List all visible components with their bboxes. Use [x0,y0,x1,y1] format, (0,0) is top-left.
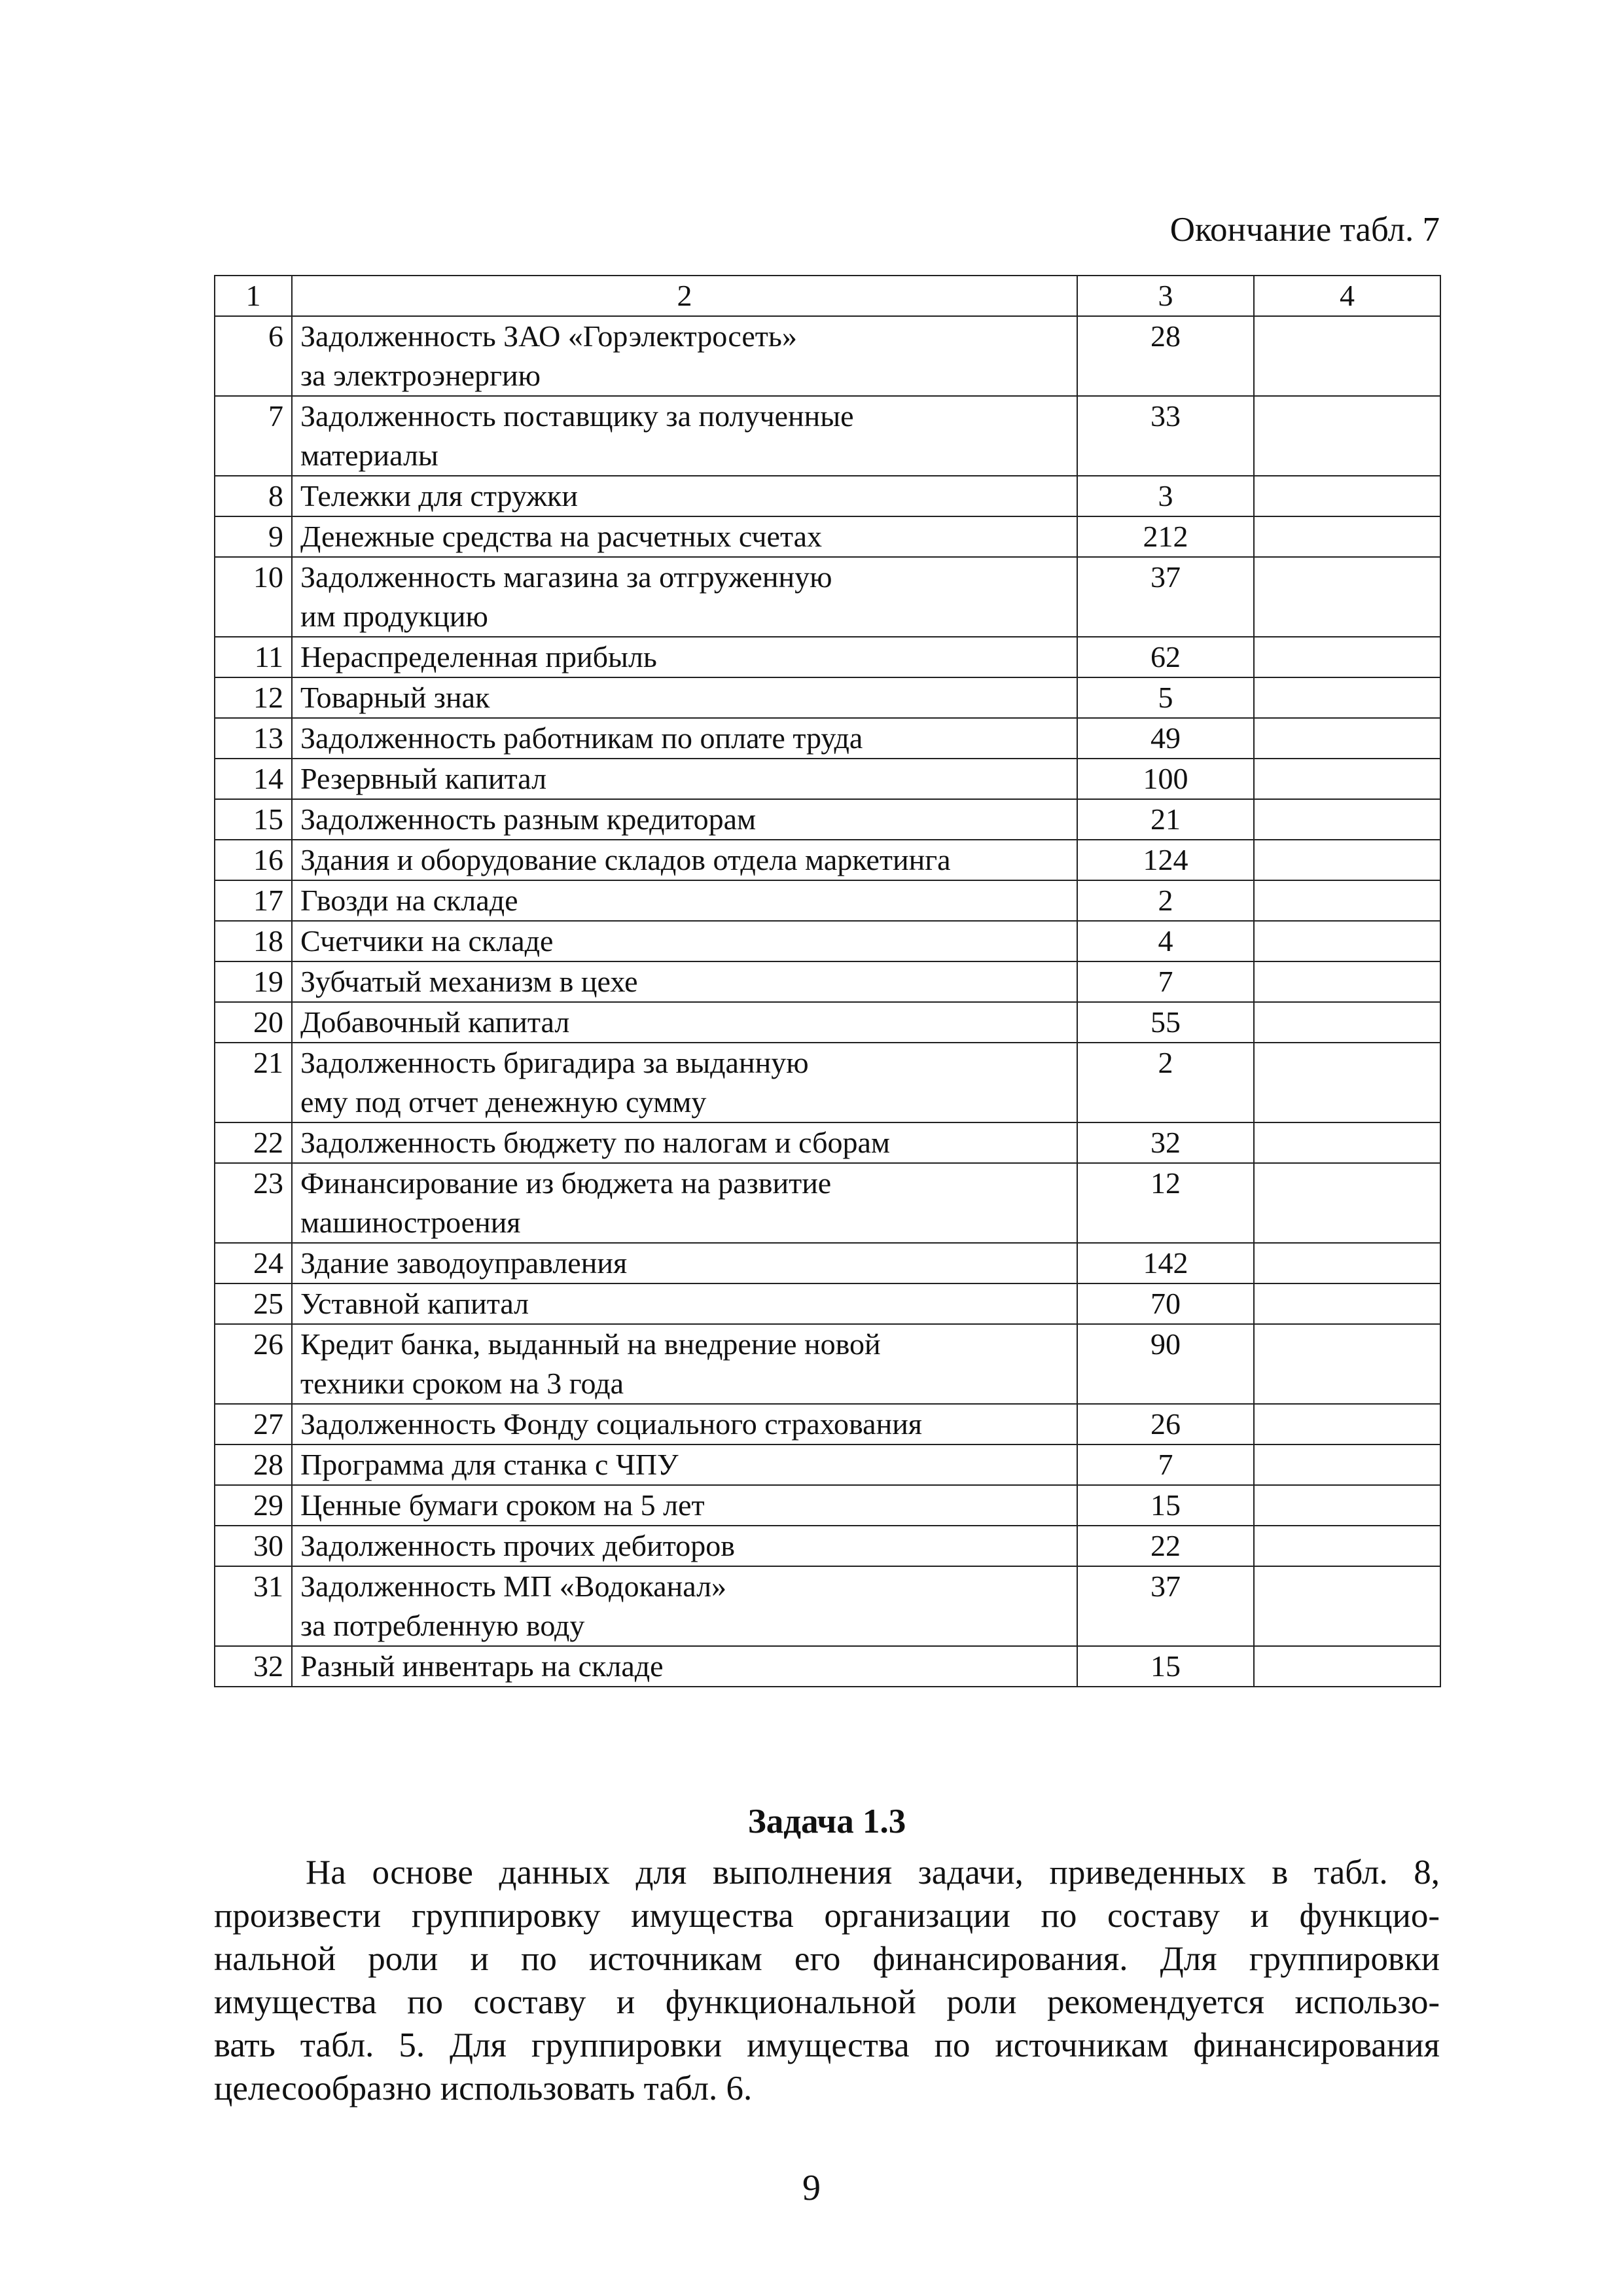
table-row [215,799,1440,840]
item-name-cell [292,557,1077,637]
item-value-cell: 2 [1077,880,1254,921]
row-number-cell: 19 [215,961,292,1002]
item-name-line: техники сроком на 3 года [300,1367,624,1400]
item-name-cell [292,718,1077,759]
empty-cell [1254,961,1440,1002]
item-name-line: Здания и оборудование складов отдела маркетинга [300,843,951,876]
empty-cell [1254,1485,1440,1526]
task-paragraph [214,1851,1440,2110]
item-name-line: Зубчатый механизм в цехе [300,965,638,998]
empty-cell [1254,1002,1440,1043]
row-number-cell: 9 [215,516,292,557]
item-name-line: Добавочный капитал [300,1005,570,1039]
paragraph-line: целесообразно использовать табл. 6. [214,2070,753,2108]
empty-cell [1254,316,1440,396]
item-value-cell: 21 [1077,799,1254,840]
row-number-cell: 18 [215,921,292,961]
empty-cell [1254,516,1440,557]
header-cell-2: 2 [292,276,1077,316]
empty-cell [1254,1283,1440,1324]
item-name-cell [292,1002,1077,1043]
item-value-cell: 3 [1077,476,1254,516]
table-header-row [215,276,1440,316]
item-name-line: Задолженность бригадира за выданную [300,1046,809,1079]
item-value-cell: 212 [1077,516,1254,557]
table-row [215,1043,1440,1122]
table-row [215,961,1440,1002]
table-row [215,316,1440,396]
item-name-cell [292,1526,1077,1566]
table-row [215,677,1440,718]
item-name-line: Задолженность МП «Водоканал» [300,1570,727,1603]
empty-cell [1254,1324,1440,1404]
row-number-cell: 29 [215,1485,292,1526]
item-name-line: Здание заводоуправления [300,1246,628,1280]
item-name-line: ему под отчет денежную сумму [300,1085,707,1119]
item-name-cell [292,1122,1077,1163]
row-number-cell: 30 [215,1526,292,1566]
item-name-cell [292,396,1077,476]
table-row [215,476,1440,516]
empty-cell [1254,677,1440,718]
empty-cell [1254,1043,1440,1122]
item-value-cell: 15 [1077,1646,1254,1687]
empty-cell [1254,396,1440,476]
item-name-line: Задолженность прочих дебиторов [300,1529,735,1562]
paragraph-line: вать табл. 5. Для группировки имущества по источникам финансирования [214,2026,1440,2064]
table-row [215,1122,1440,1163]
item-name-line: Гвозди на складе [300,884,518,917]
empty-cell [1254,1243,1440,1283]
item-name-line: Уставной капитал [300,1287,529,1320]
item-name-line: Разный инвентарь на складе [300,1649,664,1683]
item-name-cell [292,1243,1077,1283]
table-row [215,921,1440,961]
item-name-cell [292,1444,1077,1485]
item-value-cell: 2 [1077,1043,1254,1122]
row-number-cell: 23 [215,1163,292,1243]
item-value-cell: 33 [1077,396,1254,476]
page-number: 9 [802,2168,821,2208]
item-value-cell: 37 [1077,557,1254,637]
table-row [215,1444,1440,1485]
item-name-line: Программа для станка с ЧПУ [300,1448,679,1481]
item-name-cell [292,677,1077,718]
table-row [215,840,1440,880]
row-number-cell: 8 [215,476,292,516]
item-value-cell: 28 [1077,316,1254,396]
item-name-cell [292,1283,1077,1324]
item-value-cell: 142 [1077,1243,1254,1283]
assets-table [214,275,1441,1687]
empty-cell [1254,880,1440,921]
empty-cell [1254,759,1440,799]
item-name-line: за электроэнергию [300,359,541,392]
paragraph-line: На основе данных для выполнения задачи, приведенных в табл. 8, [306,1854,1440,1892]
item-value-cell: 7 [1077,961,1254,1002]
table-row [215,1526,1440,1566]
item-value-cell: 62 [1077,637,1254,677]
empty-cell [1254,1646,1440,1687]
item-name-cell [292,637,1077,677]
row-number-cell: 27 [215,1404,292,1444]
empty-cell [1254,921,1440,961]
item-name-cell [292,1485,1077,1526]
item-value-cell: 4 [1077,921,1254,961]
empty-cell [1254,637,1440,677]
row-number-cell: 25 [215,1283,292,1324]
table-row [215,1283,1440,1324]
item-name-line: Задолженность ЗАО «Горэлектросеть» [300,319,797,353]
row-number-cell: 20 [215,1002,292,1043]
table-row [215,1566,1440,1646]
item-name-line: Товарный знак [300,681,490,714]
item-value-cell: 7 [1077,1444,1254,1485]
empty-cell [1254,557,1440,637]
row-number-cell: 24 [215,1243,292,1283]
item-name-cell [292,1043,1077,1122]
table-row [215,880,1440,921]
item-name-cell [292,840,1077,880]
item-name-cell [292,1324,1077,1404]
item-name-cell [292,961,1077,1002]
item-name-cell [292,1163,1077,1243]
item-name-cell [292,1646,1077,1687]
item-name-line: Задолженность Фонду социального страхования [300,1407,922,1441]
item-name-cell [292,1404,1077,1444]
item-name-line: Задолженность поставщику за полученные [300,399,854,433]
header-cell-3: 3 [1077,276,1254,316]
header-cell-1: 1 [215,276,292,316]
table-row [215,1324,1440,1404]
empty-cell [1254,1163,1440,1243]
item-name-cell [292,799,1077,840]
empty-cell [1254,1122,1440,1163]
table-row [215,718,1440,759]
table-row [215,557,1440,637]
item-name-line: Кредит банка, выданный на внедрение новой [300,1327,881,1361]
table-row [215,1002,1440,1043]
table-row [215,1243,1440,1283]
task-title: Задача 1.3 [747,1803,906,1840]
item-name-line: Счетчики на складе [300,924,554,958]
item-name-line: Финансирование из бюджета на развитие [300,1166,832,1200]
empty-cell [1254,1444,1440,1485]
item-name-cell [292,759,1077,799]
empty-cell [1254,1526,1440,1566]
item-name-line: Тележки для стружки [300,479,579,512]
table-row [215,1163,1440,1243]
empty-cell [1254,476,1440,516]
paragraph-line: произвести группировку имущества организации по составу и функцио- [214,1897,1440,1935]
item-value-cell: 70 [1077,1283,1254,1324]
item-value-cell: 100 [1077,759,1254,799]
table-row [215,396,1440,476]
paragraph-line: имущества по составу и функциональной роли рекомендуется использо- [214,1983,1440,2021]
row-number-cell: 28 [215,1444,292,1485]
item-name-line: им продукцию [300,600,488,633]
empty-cell [1254,1404,1440,1444]
table-row [215,759,1440,799]
row-number-cell: 22 [215,1122,292,1163]
row-number-cell: 32 [215,1646,292,1687]
empty-cell [1254,718,1440,759]
item-name-cell [292,921,1077,961]
item-value-cell: 49 [1077,718,1254,759]
item-value-cell: 37 [1077,1566,1254,1646]
row-number-cell: 11 [215,637,292,677]
item-value-cell: 124 [1077,840,1254,880]
empty-cell [1254,799,1440,840]
item-value-cell: 22 [1077,1526,1254,1566]
item-name-cell [292,316,1077,396]
item-name-cell [292,516,1077,557]
item-name-line: Задолженность работникам по оплате труда [300,721,863,755]
row-number-cell: 7 [215,396,292,476]
table-row [215,637,1440,677]
empty-cell [1254,1566,1440,1646]
item-name-line: Ценные бумаги сроком на 5 лет [300,1488,705,1522]
item-name-line: Задолженность бюджету по налогам и сборам [300,1126,891,1159]
item-name-line: Денежные средства на расчетных счетах [300,520,823,553]
table-row [215,1485,1440,1526]
item-name-line: за потребленную воду [300,1609,585,1642]
row-number-cell: 17 [215,880,292,921]
row-number-cell: 15 [215,799,292,840]
row-number-cell: 13 [215,718,292,759]
item-name-cell [292,476,1077,516]
table-row [215,1404,1440,1444]
item-name-cell [292,1566,1077,1646]
item-value-cell: 32 [1077,1122,1254,1163]
empty-cell [1254,840,1440,880]
item-value-cell: 90 [1077,1324,1254,1404]
table-row [215,516,1440,557]
item-value-cell: 12 [1077,1163,1254,1243]
table-row [215,1646,1440,1687]
row-number-cell: 12 [215,677,292,718]
item-name-line: материалы [300,439,438,472]
row-number-cell: 16 [215,840,292,880]
row-number-cell: 21 [215,1043,292,1122]
item-name-line: Резервный капитал [300,762,547,795]
row-number-cell: 31 [215,1566,292,1646]
table-body [215,276,1440,1687]
row-number-cell: 6 [215,316,292,396]
item-value-cell: 26 [1077,1404,1254,1444]
item-name-cell [292,880,1077,921]
item-name-line: Задолженность магазина за отгруженную [300,560,832,594]
paragraph-line: нальной роли и по источникам его финансирования. Для группировки [214,1940,1440,1978]
row-number-cell: 10 [215,557,292,637]
item-value-cell: 5 [1077,677,1254,718]
item-name-line: Нераспределенная прибыль [300,640,657,673]
item-name-line: Задолженность разным кредиторам [300,802,757,836]
row-number-cell: 14 [215,759,292,799]
row-number-cell: 26 [215,1324,292,1404]
item-value-cell: 15 [1077,1485,1254,1526]
table-caption: Окончание табл. 7 [1169,211,1440,249]
item-value-cell: 55 [1077,1002,1254,1043]
header-cell-4: 4 [1254,276,1440,316]
item-name-line: машиностроения [300,1206,521,1239]
